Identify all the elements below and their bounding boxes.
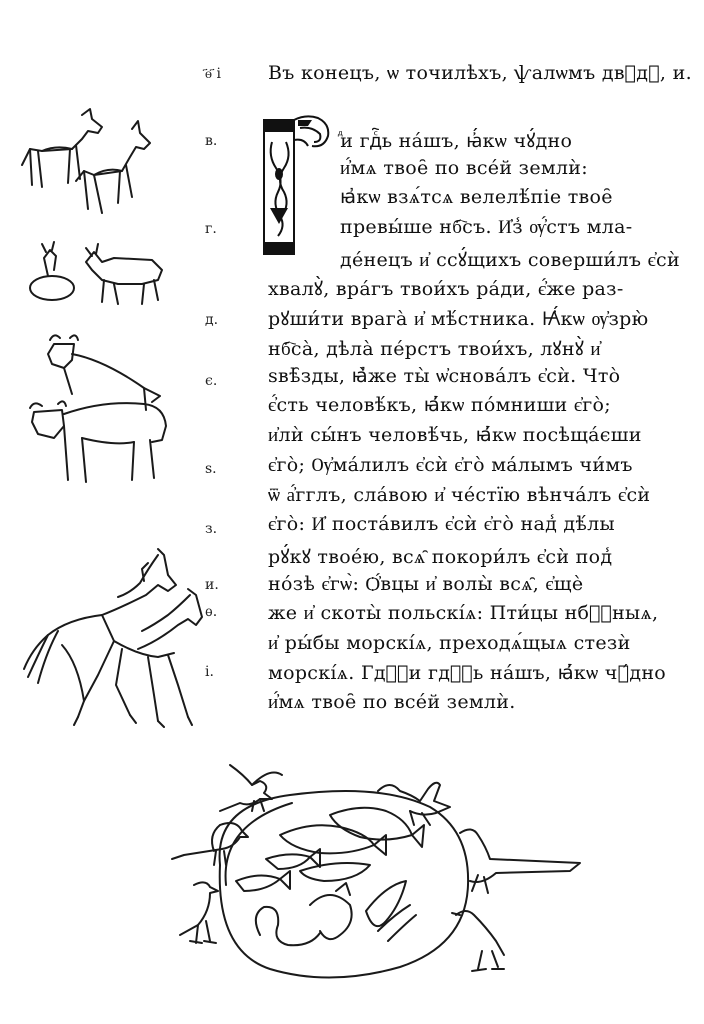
- text-line: рꙋши́ти врага̀ и҆ мѣ́стника. Ꙗ҆́кѡ ѹ҆зрю̀: [268, 308, 649, 330]
- verse-number-2: в.: [205, 133, 218, 149]
- text-line: хвалꙋ̀, вра́гъ твои́хъ ра́ди, є҆́же раз-: [268, 278, 624, 300]
- verse-number-6: ѕ.: [205, 461, 217, 477]
- text-line: ѿ а҆́гглъ, сла́вою и҆ че́стїю вѣнча́лъ є҆сѝ: [268, 484, 651, 506]
- text-line: и҆лѝ сы́нъ человѣ́чь, ꙗ҆́кѡ посѣща́єши: [268, 424, 642, 446]
- text-line: же и҆ скоты̀ польскі́ѧ: Пти́цы нбⷭ҇ныѧ,: [268, 602, 659, 624]
- verse-number-8: и.: [205, 577, 219, 593]
- text-line: и҆ ры́бы морскі́ѧ, преходѧ́щыѧ стезѝ: [268, 632, 631, 654]
- text-line: рꙋ́кꙋ твое́ю, всѧ̑ покори́лъ є҆сѝ под̾: [268, 546, 613, 568]
- text-line: морскі́ѧ. Гдⷭ҇и гдⷭ҇ь на́шъ, ꙗ҆́кѡ чꙋ́дно: [268, 662, 667, 684]
- verse-number-10: і.: [205, 664, 214, 680]
- verse-number-7: з.: [205, 521, 218, 537]
- text-line: и҆́мѧ твое̑ по все́й землѝ:: [340, 157, 588, 179]
- text-line: є҆́сть человѣ́къ, ꙗ҆́кѡ по́мниши є҆го̀;: [268, 394, 611, 416]
- text-line: ѕвѣ̑зды, ꙗ҆̀же ты̀ ѡ҆снова́лъ є҆сѝ. Что̀: [268, 365, 621, 387]
- text-line: и҆́мѧ твое̑ по все́й землѝ.: [268, 691, 516, 713]
- birds-and-fish-illustration: [160, 755, 590, 995]
- verse-number-5: є.: [205, 373, 218, 389]
- text-line: є҆го̀: И҆ поста́вилъ є҆сѝ є҆го̀ над̾ дѣ́лы: [268, 513, 615, 535]
- text-line: є҆го̀; Ѹ҆ма́лилъ є҆сѝ є҆го̀ ма́лымъ чи́мъ: [268, 454, 633, 476]
- text-line: ⷣи гдⷭ҇ь на́шъ, ꙗ҆́кѡ чꙋ́дно: [340, 130, 573, 152]
- verse-number-9: ѳ.: [205, 604, 218, 620]
- text-line: де́нецъ и҆ ссꙋ́щихъ соверши́лъ є҆сѝ: [340, 249, 680, 271]
- illuminated-initial: [258, 112, 334, 258]
- psalm-title: Въ конецъ, ѡ точилѣхъ, ѱалѡмъ двⷣдꙋ, и.: [268, 62, 692, 84]
- verse-number-3: г.: [205, 221, 217, 237]
- text-line: ꙗ҆кѡ взѧ́тсѧ велелѣ́піе твое̑: [340, 186, 613, 208]
- verse-number-4: д.: [205, 312, 219, 328]
- text-line: нб҇са̀, дѣла̀ пе́рстъ твои́хъ, лꙋнꙋ̀ и҆: [268, 338, 601, 360]
- title-verse-number: ҃ѳ҃ і: [205, 66, 221, 82]
- text-line: но́зѣ є҆гѡ̀: Ѻ҆́вцы и҆ волы̀ всѧ̑, є҆щѐ: [268, 573, 584, 595]
- text-line: превы́ше нб҇съ. И҆з̾ ѹ҆́стъ мла-: [340, 216, 633, 238]
